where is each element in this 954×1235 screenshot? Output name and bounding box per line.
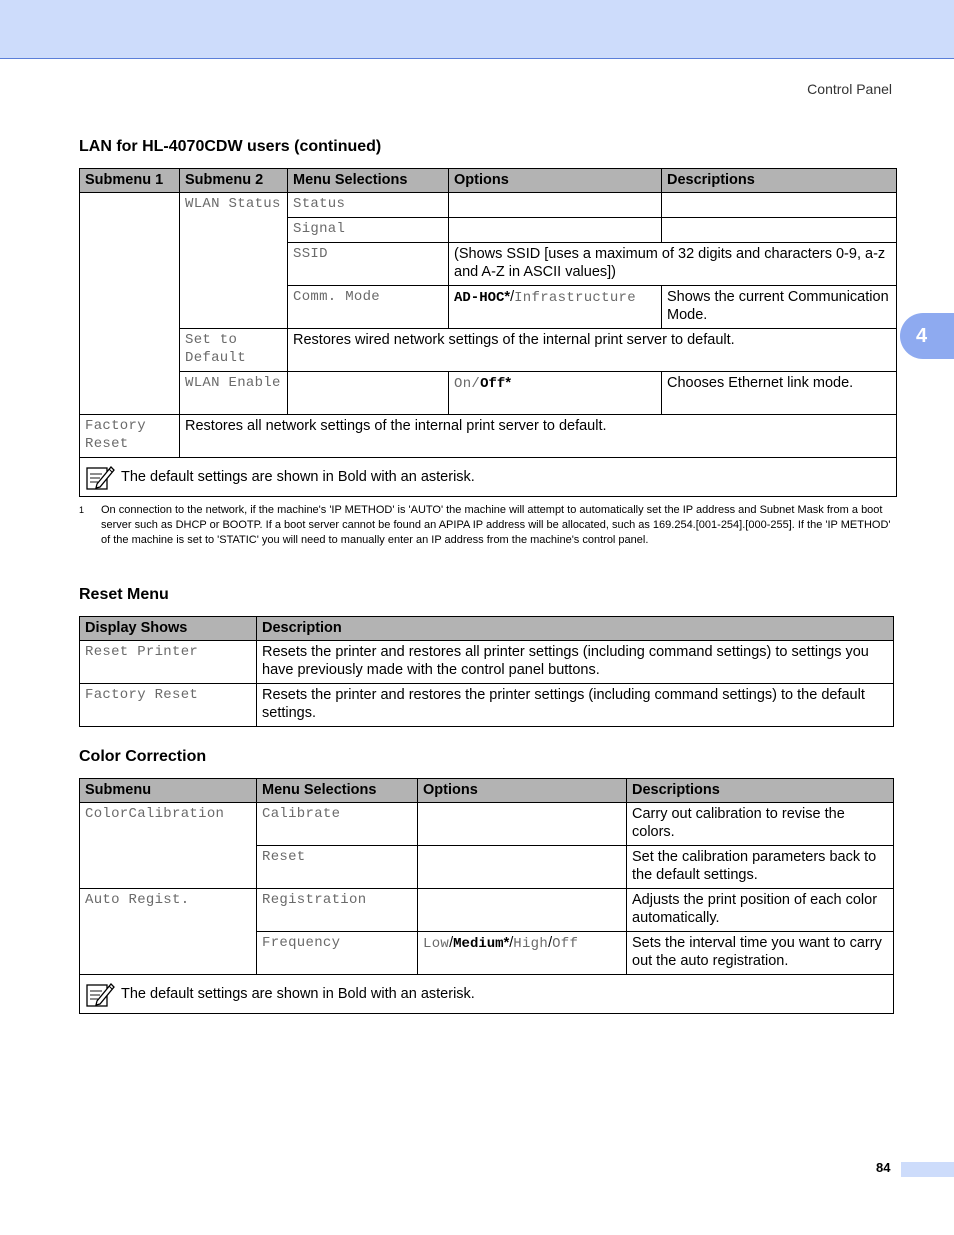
signal-options-cell [449,218,662,243]
comm-mode-desc-cell: Shows the current Communication Mode. [662,286,897,329]
col-descriptions: Descriptions [662,169,897,193]
table-row [80,329,897,372]
chapter-number: 4 [916,324,928,347]
option-ad-hoc: AD-HOC [454,290,505,306]
table-row [80,889,894,932]
set-to-default-cell: Set to Default [180,329,288,372]
page-number: 84 [876,1160,891,1175]
reset-options-cell [418,846,627,889]
note-text: The default settings are shown in Bold with an asterisk. [121,986,475,1002]
option-separator: / [509,935,514,951]
col-description: Description [257,617,894,641]
default-mark: * [505,375,511,391]
registration-options-cell [418,889,627,932]
col-display-shows: Display Shows [80,617,257,641]
reset-header-row [80,617,894,641]
display-reset-printer: Reset Printer [80,641,257,684]
option-separator: / [449,935,454,951]
footnote [79,503,894,548]
chapter-tab[interactable] [900,313,954,359]
default-mark: * [504,289,511,305]
color-correction-heading: Color Correction [79,748,207,765]
reset-cell: Reset [257,846,418,889]
note-text: The default settings are shown in Bold with an asterisk. [121,469,475,485]
running-title: Control Panel [807,81,892,97]
table-row [80,684,894,727]
lan-header-row [80,169,897,193]
color-header-row [80,779,894,803]
option-high: High [513,936,549,952]
option-medium: Medium [453,936,504,952]
lan-heading: LAN for HL-4070CDW users (continued) [79,138,382,155]
col-submenu: Submenu [80,779,257,803]
wlan-enable-desc-cell: Chooses Ethernet link mode. [662,372,897,415]
registration-cell: Registration [257,889,418,932]
calibrate-cell: Calibrate [257,803,418,846]
option-low: Low [423,936,450,952]
registration-desc-cell: Adjusts the print position of each color automatically. [627,889,894,932]
col-submenu-1: Submenu 1 [80,169,180,193]
signal-cell: Signal [288,218,449,243]
calibrate-desc-cell: Carry out calibration to revise the colors. [627,803,894,846]
frequency-desc-cell: Sets the interval time you want to carry out the auto registration. [627,932,894,975]
footnote-number: 1 [79,505,85,515]
color-table [79,778,894,1014]
comm-mode-cell: Comm. Mode [288,286,449,329]
option-separator: / [548,935,553,951]
signal-desc-cell [662,218,897,243]
factory-reset-desc-cell: Restores all network settings of the internal print server to default. [180,415,897,458]
color-calibration-cell: ColorCalibration [80,803,257,889]
auto-regist-cell: Auto Regist. [80,889,257,975]
col-descriptions: Descriptions [627,779,894,803]
wlan-enable-options-cell [449,372,662,415]
note-pencil-icon [85,463,115,491]
table-row [80,193,897,218]
option-on: On [454,376,472,392]
option-off: Off [552,936,579,952]
frequency-options-cell [418,932,627,975]
col-options: Options [418,779,627,803]
factory-reset-cell: Factory Reset [80,415,180,458]
option-separator: / [510,289,515,305]
note-row [80,975,894,1014]
option-separator: / [471,376,481,392]
ssid-desc-cell: (Shows SSID [uses a maximum of 32 digits and characters 0-9, a-z and A-Z in ASCII values]) [449,243,897,286]
table-row [80,415,897,458]
note-pencil-icon [85,980,115,1008]
table-row [80,803,894,846]
option-infrastructure: Infrastructure [514,290,636,306]
col-menu-selections: Menu Selections [288,169,449,193]
lan-table [79,168,897,497]
note-row [80,458,897,497]
desc-factory-reset: Resets the printer and restores the printer settings (including command settings) to the default settings. [257,684,894,727]
submenu-1-empty-cell [80,193,180,415]
calibrate-options-cell [418,803,627,846]
footnote-text: On connection to the network, if the machine's 'IP METHOD' is 'AUTO' the machine will attempt to automatically set the IP address and Subnet Mask from a boot server such as DHCP or BOOTP. If a boot server cannot be found an APIPA IP address will be allocated, such as 169.254.[001-254].[000-255]. If the 'IP METHOD' of the machine is set to 'STATIC' you will need to manually enter an IP address from the machine's control panel. [101,504,891,546]
wlan-status-cell: WLAN Status [180,193,288,329]
reset-menu-heading: Reset Menu [79,586,169,603]
comm-mode-options-cell [449,286,662,329]
display-factory-reset: Factory Reset [80,684,257,727]
page-footer-bar [901,1162,954,1177]
ssid-cell: SSID [288,243,449,286]
col-menu-selections: Menu Selections [257,779,418,803]
frequency-cell: Frequency [257,932,418,975]
reset-table [79,616,894,727]
option-off: Off [480,376,506,392]
desc-reset-printer: Resets the printer and restores all printer settings (including command settings) to settings you have previously made with the control panel buttons. [257,641,894,684]
set-to-default-desc-cell: Restores wired network settings of the internal print server to default. [288,329,897,372]
table-row [80,641,894,684]
status-options-cell [449,193,662,218]
col-options: Options [449,169,662,193]
status-desc-cell [662,193,897,218]
table-row [80,372,897,415]
reset-desc-cell: Set the calibration parameters back to the default settings. [627,846,894,889]
wlan-enable-menu-cell [288,372,449,415]
wlan-enable-cell: WLAN Enable [180,372,288,415]
col-submenu-2: Submenu 2 [180,169,288,193]
default-mark: * [503,935,510,951]
status-cell: Status [288,193,449,218]
top-banner [0,0,954,59]
